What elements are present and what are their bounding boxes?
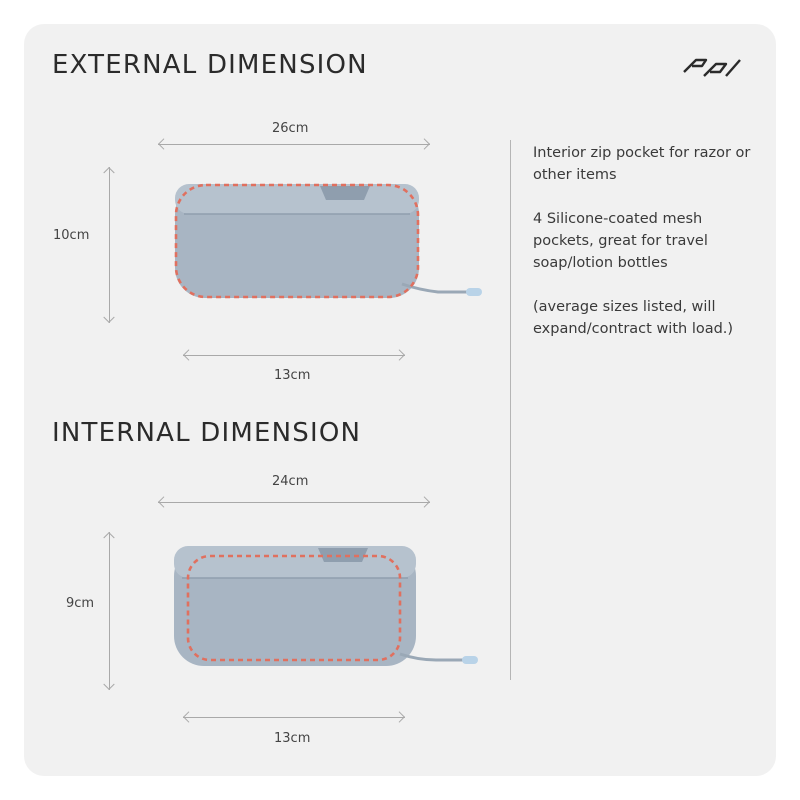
external-dimension-heading: EXTERNAL DIMENSION [52,50,368,80]
external-depth-arrow [183,355,405,356]
internal-width-label: 24cm [272,474,309,489]
feature-mesh-pockets: 4 Silicone-coated mesh pockets, great for travel soap/lotion bottles [533,211,708,271]
external-width-arrow [158,144,430,145]
vertical-divider [510,140,511,680]
external-pouch-image [170,178,490,308]
feature-size-note: (average sizes listed, will expand/contract with load.) [533,299,734,337]
external-height-arrow [109,167,110,323]
features-list [533,142,753,362]
internal-depth-label: 13cm [274,731,311,746]
external-depth-label: 13cm [274,368,311,383]
external-height-label: 10cm [53,228,90,243]
internal-dimension-heading: INTERNAL DIMENSION [52,418,362,448]
internal-height-arrow [109,532,110,690]
external-width-label: 26cm [272,121,309,136]
feature-zip-pocket: Interior zip pocket for razor or other items [533,145,751,183]
internal-height-label: 9cm [66,596,95,611]
internal-width-arrow [158,502,430,503]
peak-design-logo-icon [682,54,748,82]
internal-pouch-image [168,542,488,672]
internal-depth-arrow [183,717,405,718]
